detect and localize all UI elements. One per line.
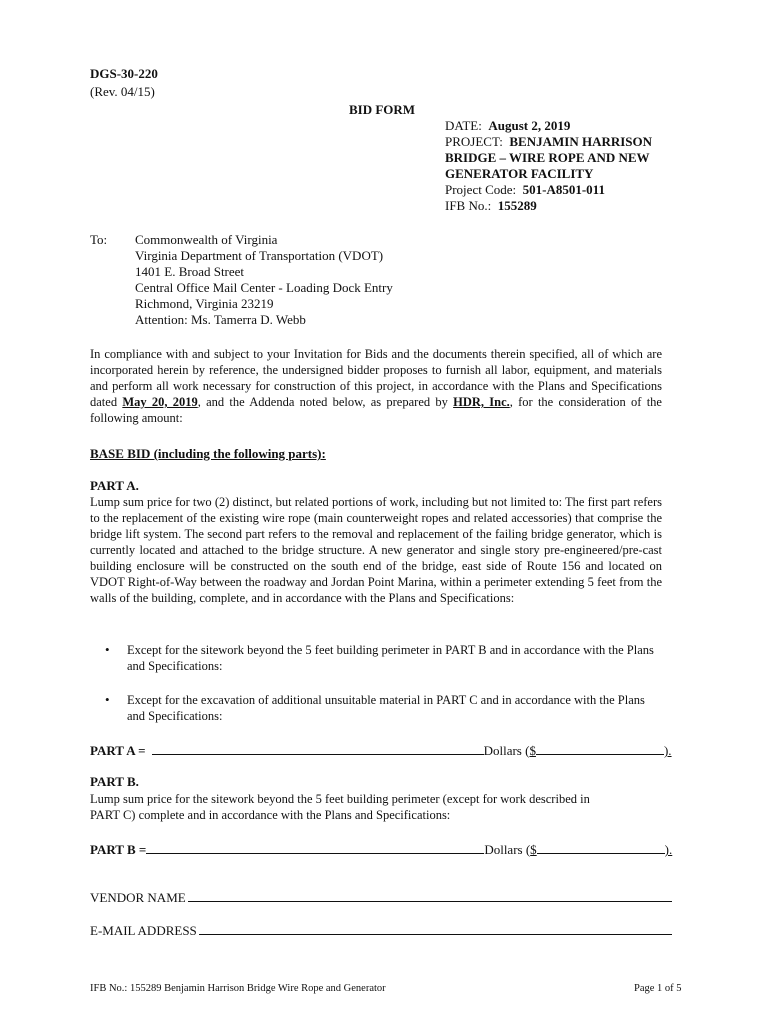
addressee-line: 1401 E. Broad Street — [135, 264, 245, 279]
intro-paragraph — [90, 346, 662, 426]
project-code-label: Project Code: — [445, 182, 517, 197]
part-a-amount-words-field[interactable] — [152, 742, 484, 755]
project-value-2: BRIDGE – WIRE ROPE AND NEW — [445, 150, 650, 165]
addressee-line: Virginia Department of Transportation (VDOT) — [135, 248, 384, 263]
vendor-name-field[interactable] — [188, 889, 672, 902]
addressee-line: Attention: Ms. Tamerra D. Webb — [135, 312, 306, 327]
project-code-row — [445, 182, 705, 198]
email-label: E-MAIL ADDRESS — [90, 923, 197, 938]
part-b-title: PART B. — [90, 774, 139, 789]
to-label: To: — [90, 232, 108, 247]
addressee-line: Richmond, Virginia 23219 — [135, 296, 274, 311]
addressee-block — [135, 232, 455, 328]
project-label: PROJECT: — [445, 134, 503, 149]
project-code-value: 501-A8501-011 — [522, 182, 605, 197]
part-b-amount-figure-field[interactable] — [537, 841, 665, 854]
part-a-amount-row — [90, 742, 682, 759]
spec-date: May 20, 2019 — [122, 395, 198, 409]
part-b-amount-words-field[interactable] — [146, 841, 484, 854]
part-b-close: ). — [664, 842, 673, 857]
date-label: DATE: — [445, 118, 482, 133]
addressee-line: Commonwealth of Virginia — [135, 232, 278, 247]
ifb-row — [445, 198, 705, 214]
part-a-close: ). — [663, 743, 672, 758]
part-b-amount-label: PART B = — [90, 842, 147, 857]
vendor-name-row — [90, 889, 672, 906]
bullet-icon: • — [105, 692, 110, 707]
list-item — [105, 642, 665, 674]
part-a-title: PART A. — [90, 478, 139, 493]
ifb-value: 155289 — [497, 198, 537, 213]
email-field[interactable] — [199, 922, 672, 935]
part-a-amount-label: PART A = — [90, 743, 146, 758]
project-info — [445, 118, 705, 214]
email-row — [90, 922, 672, 939]
part-b-dollar-sign: $ — [530, 842, 537, 857]
intro-text-1: In compliance with and subject to your Invitation for Bids and the documents therein specified, all of which are incorporated herein by reference, the undersigned bidder proposes to furnish all labor, equipment, and materials and perform all work necessary for construction of this project, in accordance with the Plans and Specifications dated — [90, 347, 662, 409]
project-value-3: GENERATOR FACILITY — [445, 166, 594, 181]
page-number: Page 1 of 5 — [634, 983, 682, 994]
footer-left: IFB No.: 155289 Benjamin Harrison Bridge Wire Rope and Generator — [90, 983, 386, 994]
vendor-name-label: VENDOR NAME — [90, 890, 186, 905]
base-bid-heading: BASE BID (including the following parts): — [90, 446, 326, 461]
project-row — [445, 134, 705, 150]
bullet-text: Except for the sitework beyond the 5 feet building perimeter in PART B and in accordance with the Plans and Specifications: — [127, 643, 654, 673]
part-b-amount-row — [90, 841, 682, 858]
part-b-description: Lump sum price for the sitework beyond the 5 feet building perimeter (except for work described in PART C) complete and in accordance with the Plans and Specifications: — [90, 792, 590, 822]
project-value-1: BENJAMIN HARRISON — [509, 134, 653, 149]
intro-text-3: , for the consideration of the following amount: — [90, 395, 662, 425]
part-a-dollars-label: Dollars ( — [483, 743, 530, 758]
intro-text-2: , and the Addenda noted below, as prepared by — [197, 395, 454, 409]
preparer-name: HDR, Inc. — [453, 395, 510, 409]
part-a-description: Lump sum price for two (2) distinct, but related portions of work, including but not limited to: The first part refers to the replacement of the existing wire rope (main counterweight ropes and related accessories) that comprise the bridge lift system. The second part refers to the removal and replacement of the failing bridge generator, which is currently located and attached to the bridge structure. A new generator and single story pre-engineered/pre-cast building enclosure will be constructed on the south end of the bridge, east side of Route 156 and located on VDOT Right-of-Way between the roadway and Jordan Point Marina, within a perimeter extending 5 feet from the walls of the building, complete, and in accordance with the Plans and Specifications: — [90, 495, 662, 605]
bullet-icon: • — [105, 642, 110, 657]
page-title: BID FORM — [349, 102, 416, 117]
form-code: DGS-30-220 — [90, 66, 158, 81]
list-item — [105, 692, 665, 724]
part-a-amount-figure-field[interactable] — [536, 742, 664, 755]
part-a-dollar-sign: $ — [529, 743, 536, 758]
part-b-dollars-label: Dollars ( — [484, 842, 531, 857]
date-row — [445, 118, 705, 134]
form-revision: (Rev. 04/15) — [90, 84, 155, 99]
bullet-text: Except for the excavation of additional unsuitable material in PART C and in accordance with the Plans and Specifications: — [127, 693, 645, 723]
addressee-line: Central Office Mail Center - Loading Dock Entry — [135, 280, 393, 295]
ifb-label: IFB No.: — [445, 198, 492, 213]
date-value: August 2, 2019 — [488, 118, 571, 133]
